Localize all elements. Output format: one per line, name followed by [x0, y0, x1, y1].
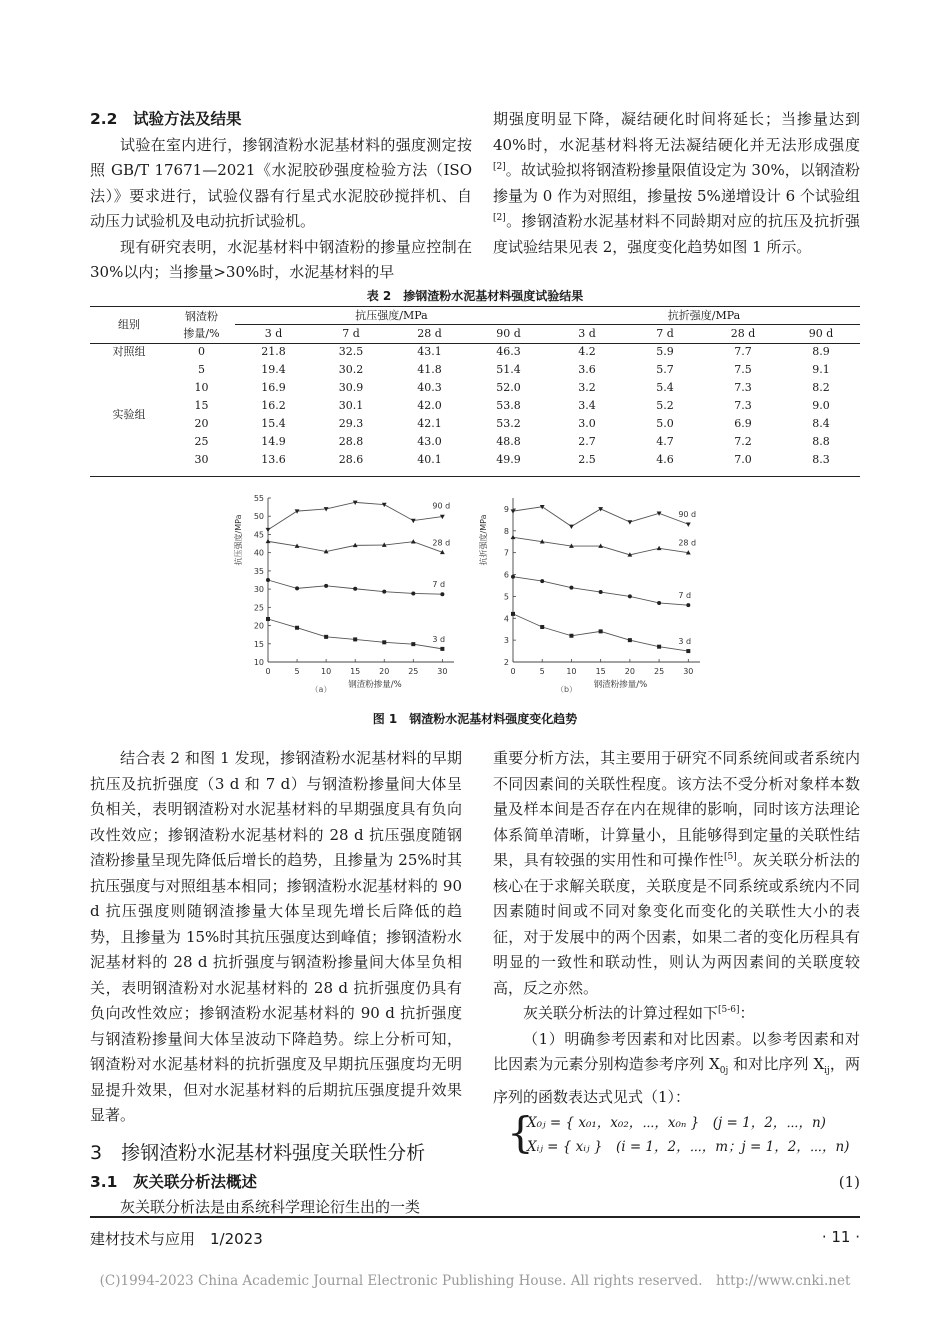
- data-point: [266, 617, 270, 621]
- x-tick-label: 20: [624, 667, 635, 676]
- y-tick-label: 5: [503, 592, 509, 602]
- x-tick-label: 0: [265, 667, 271, 676]
- equation-brace: {: [507, 1108, 534, 1157]
- value-cell: 3.2: [578, 381, 596, 394]
- journal-name: 建材技术与应用 1/2023: [90, 1230, 263, 1248]
- y-tick-label: 25: [253, 603, 264, 613]
- data-point: [628, 594, 632, 598]
- section-heading-3: 3 掺钢渣粉水泥基材料强度关联性分析: [90, 1141, 426, 1164]
- table-row: [90, 451, 860, 469]
- value-cell: 4.6: [656, 453, 674, 466]
- value-cell: 29.3: [338, 417, 364, 430]
- x-tick-label: 25: [654, 667, 665, 676]
- paragraph: 重要分析方法，其主要用于研究不同系统间或者系统内不同因素间的关联性程度。该方法不受分析对象样本数量及样本间是否存在内在规律的影响，同时该方法理论体系简单清晰，计算量小，且能够得到定量的关联性结果，具有较强的实用性和可操作性[5]。灰关联分析法的核心在于求解关联度，关联度是不同系统或系统内不同因素随时间或不同对象变化而变化的关联性大小的表征，对于发展中的两个因素，如果二者的变化历程具有明显的一致性和联动性，则认为两因素间的关联度较高，反之亦然。: [493, 749, 860, 997]
- equation-line: Xᵢⱼ = { xᵢⱼ } (i = 1，2，⋯，m；j = 1，2，⋯，n): [527, 1139, 850, 1155]
- section-heading-2-2: 2.2 试验方法及结果: [90, 110, 242, 128]
- strength-table: [90, 307, 860, 469]
- panel-label: （b）: [555, 685, 578, 694]
- citation: [2]: [493, 213, 506, 223]
- value-cell: 15.4: [261, 417, 286, 430]
- table-row: [90, 433, 860, 451]
- series-label: 7 d: [432, 580, 446, 590]
- value-cell: 52.0: [496, 381, 521, 394]
- paragraph: 现有研究表明，水泥基材料中钢渣粉的掺量应控制在 30%以内；当掺量>30%时，水泥基材料的早: [90, 237, 472, 281]
- data-point: [599, 590, 603, 594]
- table-body: [90, 343, 860, 469]
- value-cell: 42.0: [417, 399, 442, 412]
- data-point: [440, 647, 444, 651]
- data-point: [511, 535, 516, 539]
- y-tick-label: 4: [503, 614, 509, 624]
- data-point: [353, 587, 357, 591]
- value-cell: 28.6: [338, 453, 364, 466]
- left-column-bottom: [90, 746, 462, 1221]
- data-point: [266, 578, 270, 582]
- y-axis-label: 抗折强度/MPa: [479, 514, 488, 566]
- paragraph: 试验在室内进行，掺钢渣粉水泥基材料的强度测定按照 GB/T 17671—2021《水泥胶砂强度检验方法（ISO 法）》要求进行，试验仪器有行星式水泥胶砂搅拌机、自动压力试验机及电动抗折试验机。: [90, 135, 472, 230]
- header-age: 90 d: [808, 327, 834, 340]
- y-tick-label: 9: [503, 504, 509, 514]
- value-cell: 5.9: [656, 345, 674, 358]
- equation-1: [493, 1110, 860, 1164]
- y-tick-label: 8: [503, 526, 509, 536]
- paragraph: 结合表 2 和图 1 发现，掺钢渣粉水泥基材料的早期抗压及抗折强度（3 d 和 7 d）与钢渣粉掺量间大体呈负相关，表明钢渣粉对水泥基材料的早期强度具有负向改性效应；掺钢渣粉水泥基材料的 28 d 抗压强度随钢渣粉掺量呈现先降低后增长的趋势，且掺量为 25%时其抗压强度与对照组基本相同；掺钢渣粉水泥基材料的 90 d 抗压强度则随钢渣掺量大体呈现先增长后降低的趋势，且掺量为 15%时其抗压强度达到峰值；掺钢渣粉水泥基材料的 28 d 抗折强度与钢渣粉掺量间大体呈负相关，表明钢渣粉对水泥基材料的 28 d 抗折强度仍具有负向改性效应；掺钢渣粉水泥基材料的 90 d 抗折强度与钢渣粉掺量间大体呈波动下降趋势。综上分析可知，钢渣粉对水泥基材料的抗折强度及早期抗压强度均无明显提升效果，但对水泥基材料的后期抗压强度提升效果显著。: [90, 749, 462, 1124]
- right-column-bottom: [493, 746, 860, 1196]
- data-point: [569, 525, 574, 529]
- copyright-notice: (C)1994-2023 China Academic Journal Electronic Publishing House. All rights reserved. http://www.cnki.net: [99, 1273, 851, 1289]
- dosage-cell: 25: [194, 435, 209, 448]
- y-tick-label: 20: [253, 621, 264, 631]
- data-point: [411, 642, 415, 646]
- header-group: 组别: [118, 318, 140, 331]
- table-row: [90, 361, 860, 379]
- data-point: [627, 520, 632, 524]
- value-cell: 49.9: [496, 453, 521, 466]
- data-point: [657, 645, 661, 649]
- right-column-top: [493, 107, 860, 260]
- value-cell: 5.2: [656, 399, 674, 412]
- data-point: [266, 528, 271, 532]
- x-tick-label: 10: [321, 667, 332, 676]
- value-cell: 40.3: [417, 381, 442, 394]
- data-point: [295, 586, 299, 590]
- data-point: [657, 601, 661, 605]
- table-bottom-rule: [90, 476, 860, 477]
- header-age: 28 d: [730, 327, 756, 340]
- series-label: 3 d: [432, 634, 446, 644]
- table-container: [90, 307, 860, 469]
- data-point: [411, 519, 416, 523]
- chart-flexural-strength: [478, 498, 700, 694]
- x-tick-label: 0: [510, 667, 516, 676]
- series-label: 90 d: [678, 510, 697, 520]
- series-label: 28 d: [432, 538, 451, 548]
- figure-caption: 图 1 钢渣粉水泥基材料强度变化趋势: [372, 712, 578, 726]
- chart-compressive-strength: [233, 494, 454, 694]
- value-cell: 9.0: [812, 399, 830, 412]
- data-point: [569, 586, 573, 590]
- value-cell: 53.8: [496, 399, 521, 412]
- series-line: [268, 502, 442, 529]
- data-point: [657, 546, 662, 550]
- value-cell: 2.5: [578, 453, 596, 466]
- value-cell: 7.5: [734, 363, 752, 376]
- y-tick-label: 40: [253, 548, 264, 558]
- data-point: [295, 509, 300, 513]
- data-point: [599, 629, 603, 633]
- x-axis-label: 钢渣粉掺量/%: [348, 680, 402, 690]
- series-label: 3 d: [678, 637, 692, 647]
- table-row: [90, 397, 860, 415]
- dosage-cell: 0: [198, 345, 205, 358]
- equation-number: (1): [838, 1173, 860, 1191]
- x-tick-label: 20: [379, 667, 390, 676]
- y-tick-label: 2: [503, 658, 509, 667]
- panel-label: （a）: [310, 685, 332, 694]
- dosage-cell: 30: [194, 453, 209, 466]
- data-point: [540, 625, 544, 629]
- value-cell: 3.6: [578, 363, 596, 376]
- value-cell: 9.1: [812, 363, 830, 376]
- series-label: 7 d: [678, 591, 692, 601]
- dosage-cell: 5: [198, 363, 205, 376]
- value-cell: 4.2: [578, 345, 596, 358]
- value-cell: 48.8: [496, 435, 521, 448]
- section-heading-3-1: 3.1 灰关联分析法概述: [90, 1172, 257, 1191]
- footer-rule: [90, 1216, 860, 1218]
- y-tick-label: 30: [253, 585, 264, 595]
- table-row: [90, 379, 860, 397]
- paragraph: 灰关联分析法是由系统科学理论衍生出的一类: [120, 1198, 421, 1216]
- dosage-cell: 15: [194, 399, 209, 412]
- value-cell: 32.5: [338, 345, 364, 358]
- data-point: [382, 640, 386, 644]
- value-cell: 8.9: [812, 345, 830, 358]
- value-cell: 46.3: [496, 345, 521, 358]
- value-cell: 19.4: [261, 363, 286, 376]
- data-point: [511, 575, 515, 579]
- data-point: [324, 584, 328, 588]
- header-age: 90 d: [496, 327, 521, 340]
- series-label: 90 d: [432, 501, 451, 511]
- data-point: [686, 603, 690, 607]
- value-cell: 28.8: [338, 435, 364, 448]
- data-point: [686, 522, 691, 526]
- y-tick-label: 35: [253, 566, 264, 576]
- value-cell: 41.8: [417, 363, 442, 376]
- data-point: [440, 592, 444, 596]
- value-cell: 7.7: [734, 345, 752, 358]
- x-tick-label: 15: [350, 667, 361, 676]
- value-cell: 2.7: [578, 435, 596, 448]
- data-point: [324, 635, 328, 639]
- table-row: [90, 415, 860, 433]
- dosage-cell: 20: [194, 417, 209, 430]
- value-cell: 3.4: [578, 399, 596, 412]
- value-cell: 43.0: [417, 435, 442, 448]
- citation: [2]: [493, 162, 506, 172]
- value-cell: 42.1: [417, 417, 442, 430]
- value-cell: 8.3: [812, 453, 830, 466]
- data-point: [686, 649, 690, 653]
- x-tick-label: 10: [566, 667, 577, 676]
- value-cell: 21.8: [261, 345, 286, 358]
- value-cell: 7.3: [734, 399, 752, 412]
- paragraph: （1）明确参考因素和对比因素。以参考因素和对比因素为元素分别构造参考序列 $X_{0j}$ 和对比序列 $X_{ij}$，两序列的函数表达式见式（1）：: [493, 1029, 861, 1106]
- y-tick-label: 45: [253, 530, 264, 540]
- y-axis-label: 抗压强度/MPa: [234, 514, 243, 566]
- value-cell: 30.1: [338, 399, 364, 412]
- series-line: [268, 619, 442, 649]
- group-label-control: 对照组: [112, 345, 146, 358]
- y-tick-label: 15: [253, 639, 264, 649]
- citation: [5]: [724, 852, 737, 862]
- data-point: [411, 591, 415, 595]
- value-cell: 7.3: [734, 381, 752, 394]
- header-flexural: 抗折强度/MPa: [667, 309, 741, 322]
- data-point: [411, 539, 416, 543]
- y-tick-label: 10: [253, 658, 264, 667]
- figure-1: [230, 492, 730, 704]
- value-cell: 14.9: [261, 435, 286, 448]
- paragraph: 期强度明显下降，凝结硬化时间将延长；当掺量达到 40%时，水泥基材料将无法凝结硬化并无法形成强度[2]。故试验拟将钢渣粉掺量限值设定为 30%，以钢渣粉掺量为 0 作为对照组，掺量按 5%递增设计 6 个试验组[2]。掺钢渣粉水泥基材料不同龄期对应的抗压及抗折强度试验结果见表 2，强度变化趋势如图 1 所示。: [493, 110, 860, 256]
- header-age: 3 d: [578, 327, 596, 340]
- paragraph: 灰关联分析法的计算过程如下[5-6]：: [523, 1004, 755, 1022]
- header-age: 7 d: [656, 327, 674, 340]
- data-point: [382, 590, 386, 594]
- data-point: [540, 579, 544, 583]
- data-point: [382, 503, 387, 507]
- table-row: [90, 343, 860, 361]
- value-cell: 30.2: [338, 363, 364, 376]
- value-cell: 3.0: [578, 417, 596, 430]
- y-tick-label: 6: [503, 570, 509, 580]
- data-point: [353, 637, 357, 641]
- x-tick-label: 5: [294, 667, 300, 676]
- value-cell: 8.8: [812, 435, 830, 448]
- equation-line: X₀ⱼ = { x₀₁，x₀₂，⋯，x₀ₙ } (j = 1，2，⋯，n): [527, 1115, 826, 1131]
- value-cell: 8.2: [812, 381, 830, 394]
- value-cell: 43.1: [417, 345, 442, 358]
- x-tick-label: 15: [595, 667, 606, 676]
- value-cell: 8.4: [812, 417, 830, 430]
- data-point: [511, 612, 515, 616]
- value-cell: 5.7: [656, 363, 674, 376]
- value-cell: 16.9: [261, 381, 286, 394]
- value-cell: 53.2: [496, 417, 521, 430]
- value-cell: 40.1: [417, 453, 442, 466]
- value-cell: 7.0: [734, 453, 752, 466]
- table-caption: 表 2 掺钢渣粉水泥基材料强度试验结果: [366, 289, 584, 303]
- data-point: [295, 626, 299, 630]
- header-age: 3 d: [264, 327, 283, 340]
- value-cell: 7.2: [734, 435, 752, 448]
- value-cell: 13.6: [261, 453, 286, 466]
- y-tick-label: 55: [253, 494, 264, 503]
- data-point: [511, 509, 516, 513]
- data-point: [266, 539, 271, 543]
- data-point: [569, 634, 573, 638]
- data-point: [628, 638, 632, 642]
- x-tick-label: 25: [408, 667, 419, 676]
- value-cell: 4.7: [656, 435, 674, 448]
- value-cell: 5.4: [656, 381, 674, 394]
- header-age: 7 d: [342, 327, 360, 340]
- x-tick-label: 30: [683, 667, 694, 676]
- header-compressive: 抗压强度/MPa: [355, 309, 428, 322]
- x-axis-label: 钢渣粉掺量/%: [593, 680, 648, 690]
- page-number: · 11 ·: [821, 1228, 860, 1246]
- y-tick-label: 50: [253, 512, 264, 522]
- x-tick-label: 30: [437, 667, 448, 676]
- value-cell: 16.2: [261, 399, 286, 412]
- y-tick-label: 7: [503, 548, 509, 558]
- header-dosage: 钢渣粉 掺量/%: [183, 310, 220, 340]
- header-age: 28 d: [417, 327, 442, 340]
- y-tick-label: 3: [503, 636, 509, 646]
- left-column-top: [90, 107, 472, 286]
- series-label: 28 d: [678, 538, 697, 548]
- value-cell: 5.0: [656, 417, 674, 430]
- value-cell: 6.9: [734, 417, 752, 430]
- dosage-cell: 10: [194, 381, 209, 394]
- group-label-experiment: 实验组: [112, 408, 146, 421]
- value-cell: 51.4: [496, 363, 521, 376]
- value-cell: 30.9: [338, 381, 364, 394]
- x-tick-label: 5: [539, 667, 545, 676]
- citation: [5-6]: [718, 1005, 740, 1015]
